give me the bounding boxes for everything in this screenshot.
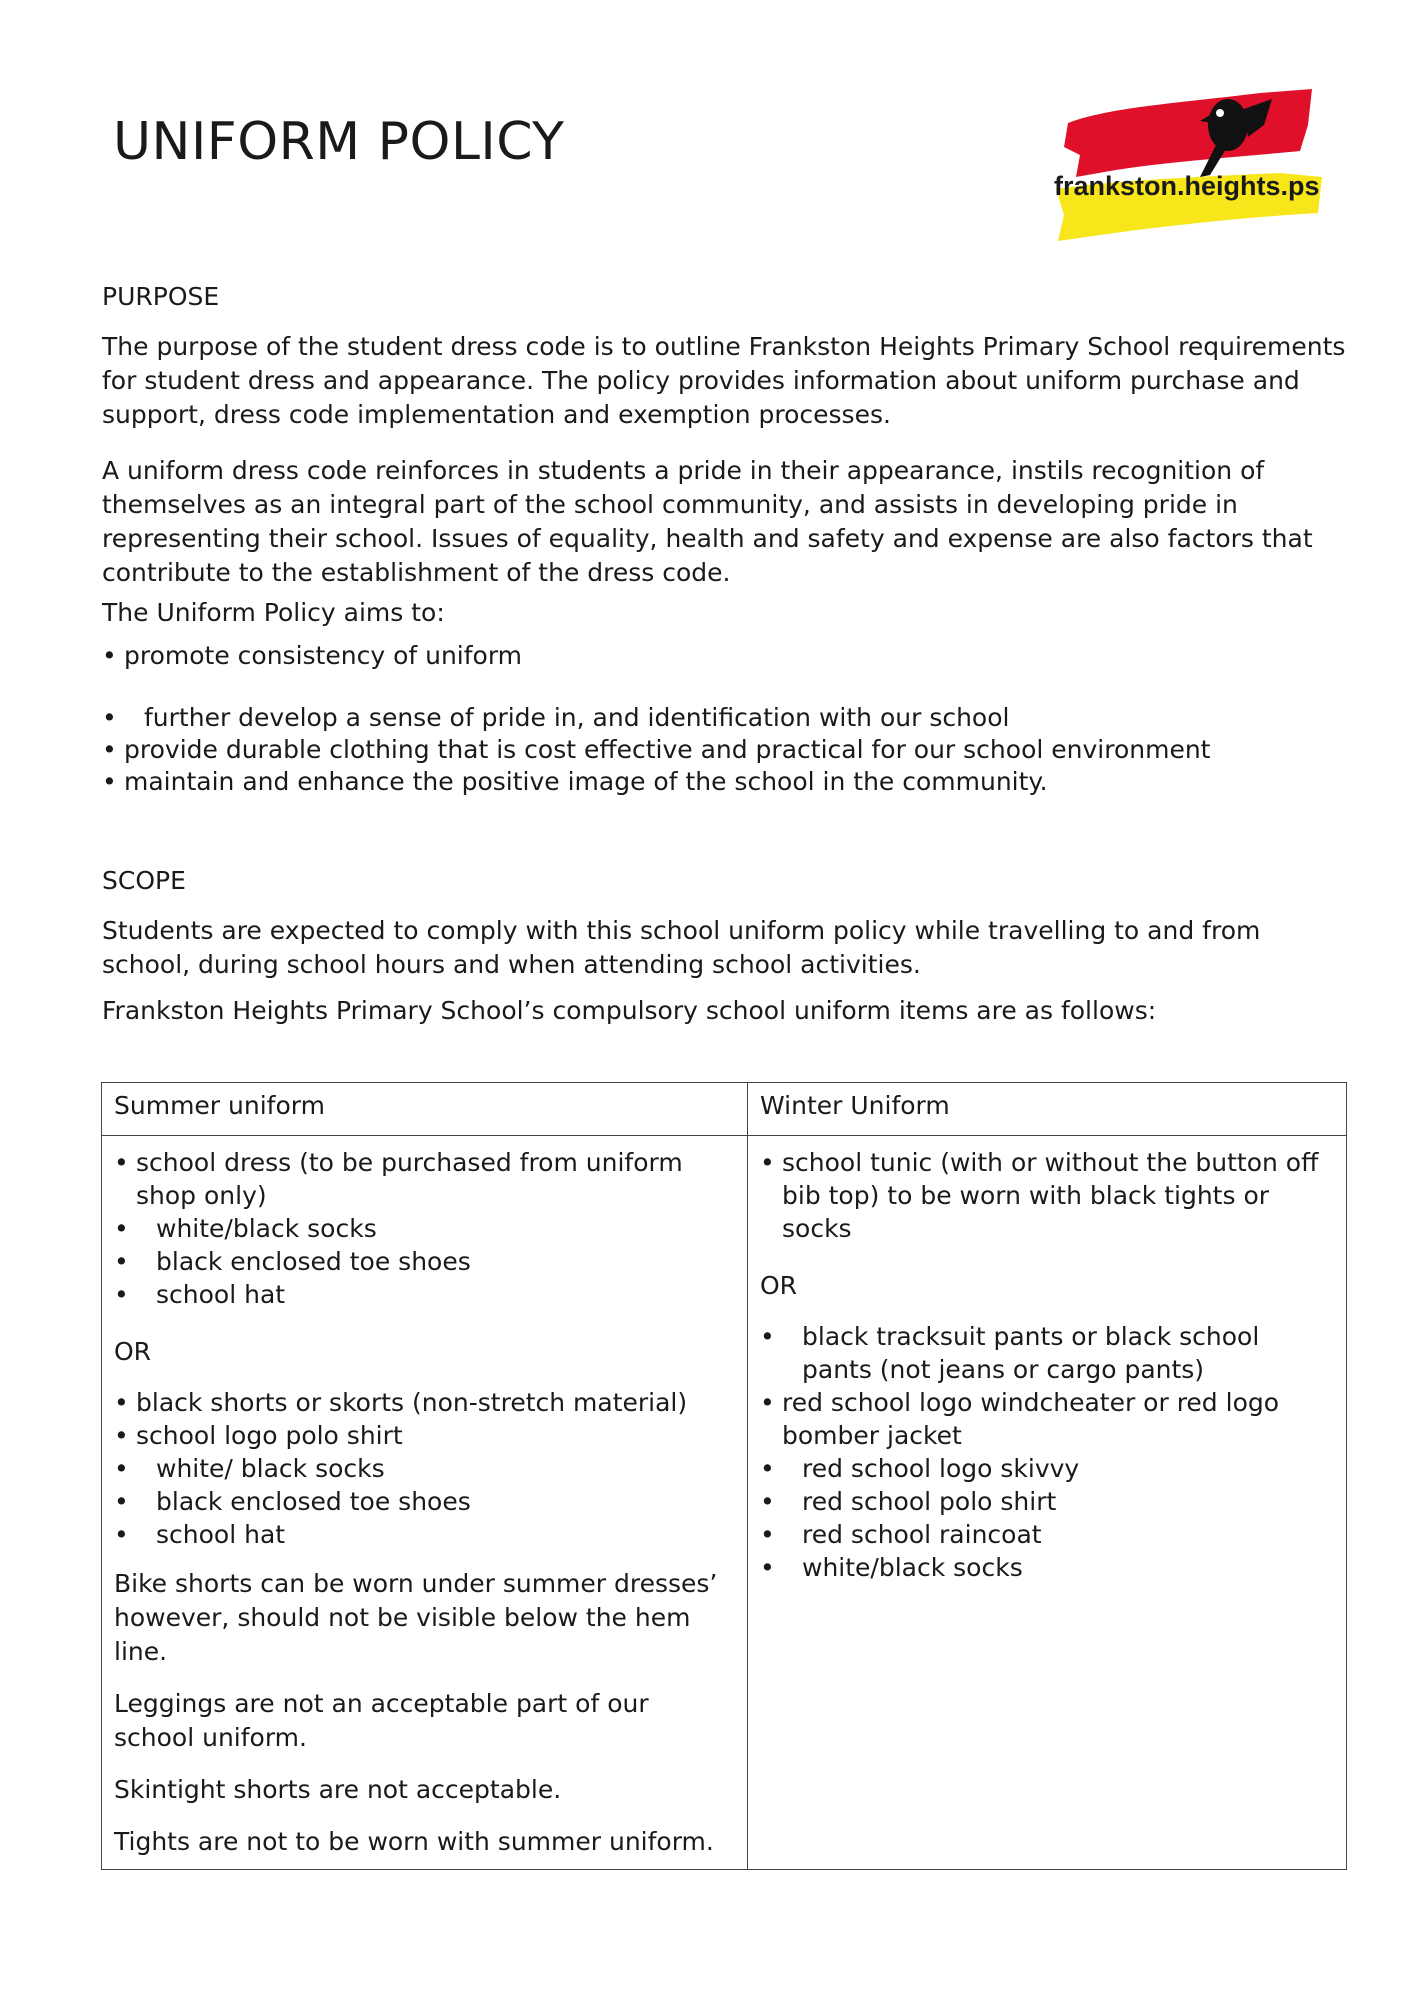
list-item: • black enclosed toe shoes	[114, 1245, 735, 1278]
scope-heading: SCOPE	[102, 866, 186, 895]
table-row	[102, 1136, 1347, 1870]
winter-pants-list	[760, 1320, 1334, 1584]
table-header-row	[102, 1083, 1347, 1136]
list-item: • school dress (to be purchased from uniform shop only)	[114, 1146, 735, 1212]
list-item: • school hat	[114, 1278, 735, 1311]
aims-list	[102, 640, 1347, 798]
list-item: • black tracksuit pants or black school pants (not jeans or cargo pants)	[760, 1320, 1334, 1386]
summer-uniform-header: Summer uniform	[102, 1083, 748, 1136]
uniform-table	[101, 1082, 1347, 1870]
summer-note: Tights are not to be worn with summer uniform.	[114, 1827, 714, 1856]
summer-note: Skintight shorts are not acceptable.	[114, 1775, 562, 1804]
school-logo	[1050, 85, 1330, 255]
list-item: • red school polo shirt	[760, 1485, 1334, 1518]
purpose-heading: PURPOSE	[102, 282, 220, 311]
list-item: • white/black socks	[114, 1212, 735, 1245]
policy-body	[102, 280, 1347, 1050]
summer-note: Leggings are not an acceptable part of our school uniform.	[114, 1689, 649, 1752]
list-item: • red school raincoat	[760, 1518, 1334, 1551]
winter-uniform-header: Winter Uniform	[748, 1083, 1347, 1136]
list-item: • white/ black socks	[114, 1452, 735, 1485]
page-title: UNIFORM POLICY	[113, 112, 565, 172]
winter-uniform-cell	[748, 1136, 1347, 1870]
scope-paragraph-2: Frankston Heights Primary School’s compulsory school uniform items are as follows:	[102, 996, 1157, 1025]
logo-text: frankston.heights.ps	[1054, 171, 1320, 201]
list-item: • black enclosed toe shoes	[114, 1485, 735, 1518]
aims-intro: The Uniform Policy aims to:	[102, 598, 445, 627]
summer-shorts-list	[114, 1386, 735, 1551]
list-item: • red school logo skivvy	[760, 1452, 1334, 1485]
list-item: • promote consistency of uniform	[102, 640, 1347, 672]
summer-note: Bike shorts can be worn under summer dresses’ however, should not be visible below the hem line.	[114, 1569, 718, 1666]
list-item: • school tunic (with or without the button off bib top) to be worn with black tights or socks	[760, 1146, 1334, 1245]
list-item: • provide durable clothing that is cost effective and practical for our school environment	[102, 734, 1347, 766]
purpose-paragraph-2: A uniform dress code reinforces in students a pride in their appearance, instils recognition of themselves as an integral part of the school community, and assists in developing pride in representing their school. Issues of equality, health and safety and expense are also factors that contribute to the establishment of the dress code.	[102, 456, 1313, 587]
summer-uniform-cell	[102, 1136, 748, 1870]
summer-or-label: OR	[114, 1337, 152, 1366]
list-item: • school hat	[114, 1518, 735, 1551]
summer-dress-list	[114, 1146, 735, 1311]
list-item: • further develop a sense of pride in, and identification with our school	[102, 702, 1347, 734]
purpose-paragraph-1: The purpose of the student dress code is to outline Frankston Heights Primary School requirements for student dress and appearance. The policy provides information about uniform purchase and support, dress code implementation and exemption processes.	[102, 332, 1346, 429]
winter-or-label: OR	[760, 1271, 798, 1300]
winter-tunic-list	[760, 1146, 1334, 1245]
list-item: • red school logo windcheater or red logo bomber jacket	[760, 1386, 1334, 1452]
scope-paragraph-1: Students are expected to comply with this school uniform policy while travelling to and from school, during school hours and when attending school activities.	[102, 916, 1261, 979]
logo-red-brush-stroke	[1064, 89, 1312, 177]
list-item: • school logo polo shirt	[114, 1419, 735, 1452]
list-item: • white/black socks	[760, 1551, 1334, 1584]
list-item: • black shorts or skorts (non-stretch material)	[114, 1386, 735, 1419]
list-item: • maintain and enhance the positive image of the school in the community.	[102, 766, 1347, 798]
